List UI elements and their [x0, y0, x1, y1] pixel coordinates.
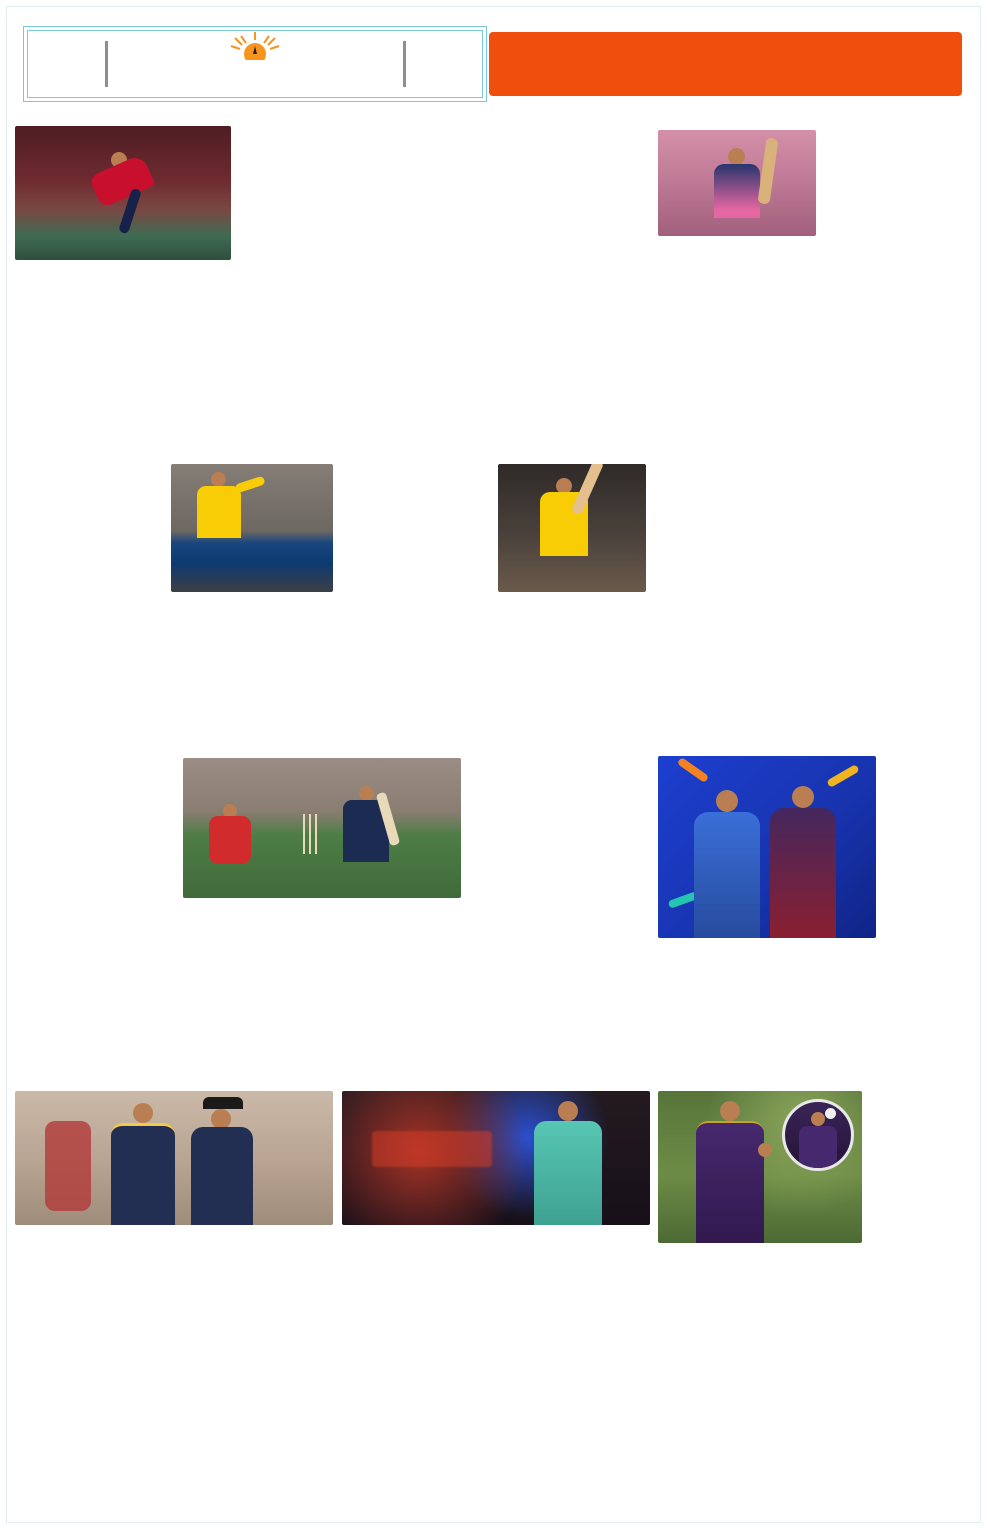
body-column — [342, 1231, 492, 1379]
photo-csk-batter — [498, 464, 646, 592]
rohit-figure — [716, 790, 738, 812]
body-column — [339, 265, 493, 355]
body-column — [498, 130, 650, 368]
body-column — [869, 1091, 976, 1243]
body-column — [824, 130, 976, 368]
wicketkeeper-figure — [209, 816, 251, 864]
masthead — [27, 30, 483, 98]
article-vaibhav-suryavanshi — [498, 122, 976, 368]
player-figure — [534, 1121, 602, 1225]
player-figure — [191, 1127, 253, 1225]
article-prasidh-lucknow — [15, 1085, 333, 1379]
body-column — [28, 758, 174, 974]
body-column — [369, 126, 491, 260]
body-column — [498, 596, 646, 694]
player-figure — [720, 1101, 740, 1121]
article-mumbai-toss — [658, 750, 976, 1029]
body-column — [171, 596, 333, 694]
body-column — [658, 943, 813, 1029]
body-column — [821, 943, 976, 1029]
photo-caption — [183, 901, 461, 971]
masthead-divider — [403, 41, 406, 87]
body-column — [15, 1231, 170, 1379]
body-column — [658, 240, 816, 366]
corner-registration-mark — [2, 0, 16, 9]
photo-gujarat-celebration — [15, 1091, 333, 1225]
body-column — [654, 464, 812, 696]
body-column — [470, 758, 650, 974]
player-figure — [211, 1109, 231, 1129]
print-color-strip — [12, 1486, 975, 1499]
photo-young-batter — [658, 130, 816, 236]
photo-badminton-player — [342, 1091, 650, 1225]
cricket-ball-shape — [825, 1108, 836, 1119]
stumps — [309, 814, 311, 854]
section-banner — [489, 32, 962, 96]
player-figure — [714, 164, 760, 218]
photo-match-action — [183, 758, 461, 898]
newspaper-logo — [170, 34, 340, 94]
body-column — [15, 265, 169, 355]
body-column — [500, 1231, 650, 1379]
article-gill-buttler-gujarat — [28, 750, 650, 974]
player-figure — [133, 1103, 153, 1123]
article-ayush-badminton — [342, 1085, 650, 1379]
player-figure — [197, 486, 241, 538]
body-column — [178, 1231, 333, 1379]
player-figure — [728, 148, 745, 165]
rohit-figure — [694, 812, 760, 938]
player-figure — [558, 1101, 578, 1121]
stumps — [303, 814, 305, 854]
confetti-bat — [826, 764, 859, 788]
photo-csk-fielder — [171, 464, 333, 592]
player-figure — [45, 1121, 91, 1211]
hat-shape — [203, 1097, 243, 1109]
body-column — [883, 756, 976, 938]
virat-figure — [792, 786, 814, 808]
photo-rcb-bowler — [15, 126, 231, 260]
virat-figure — [770, 808, 836, 938]
body-column — [239, 126, 361, 260]
player-figure — [696, 1121, 764, 1243]
article-kkr-pathirana — [658, 1085, 976, 1376]
body-column — [821, 1248, 976, 1376]
player-figure — [234, 476, 265, 494]
photo-kkr-player — [658, 1091, 862, 1243]
body-column — [341, 464, 491, 696]
body-column — [820, 464, 976, 696]
player-figure — [111, 1123, 175, 1225]
article-samson-track — [498, 458, 976, 696]
batter-figure — [359, 786, 374, 801]
stage-light — [372, 1131, 492, 1167]
article-match-won-no-joy — [15, 458, 493, 696]
article-krunal-pandya — [15, 120, 493, 355]
bat-shape — [757, 137, 778, 204]
player-figure — [211, 472, 226, 487]
confetti-bat — [677, 757, 709, 783]
inset-player-photo — [782, 1099, 854, 1171]
fist-shape — [758, 1143, 772, 1157]
body-column — [177, 265, 331, 355]
body-column — [658, 1248, 813, 1376]
body-column — [15, 464, 163, 696]
masthead-divider — [105, 41, 108, 87]
logo-sun-icon — [223, 30, 287, 60]
player-figure — [89, 154, 156, 209]
stumps — [315, 814, 317, 854]
photo-rohit-virat-promo — [658, 756, 876, 938]
